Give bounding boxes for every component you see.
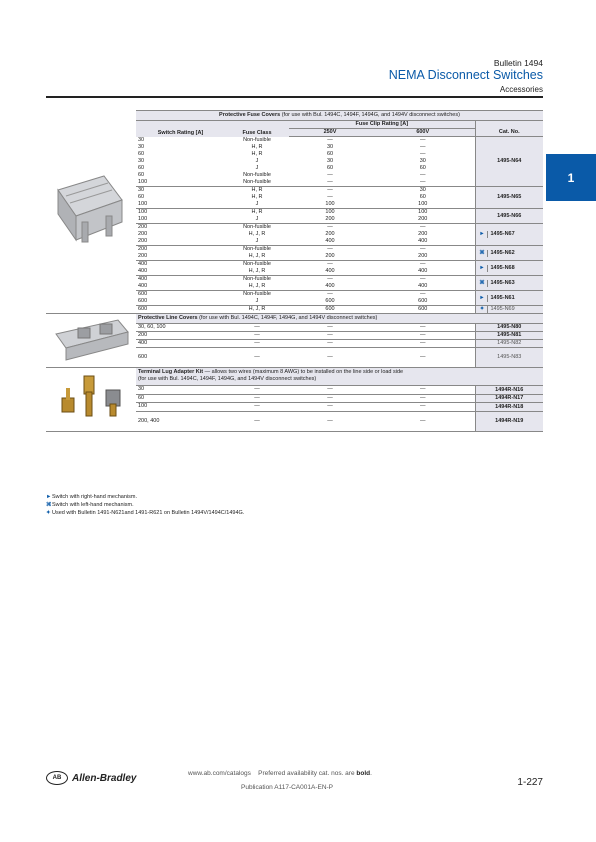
cell-line: — bbox=[420, 137, 426, 143]
footer-url-line: www.ab.com/catalogs Preferred availability cat. nos. are bold. bbox=[188, 770, 372, 777]
cell-rating bbox=[136, 276, 225, 291]
cell-rating: 200 bbox=[136, 332, 225, 340]
cell-lines bbox=[227, 306, 287, 313]
cell-lines bbox=[373, 261, 473, 275]
cell-line: 100 bbox=[138, 178, 148, 185]
cell-line: 100 bbox=[418, 201, 428, 207]
cell-cls bbox=[225, 276, 289, 291]
allen-bradley-logo bbox=[46, 771, 136, 785]
cell-line: H, J, R bbox=[248, 306, 266, 312]
cell-line: 400 bbox=[418, 268, 428, 274]
cell-lines bbox=[373, 187, 473, 208]
cell-line: 30 bbox=[326, 144, 334, 150]
footnote-symbol-icon: ⌘ bbox=[46, 502, 52, 508]
cat-no: 1495-N62 bbox=[490, 249, 515, 256]
col-cat-no: Cat. No. bbox=[475, 121, 543, 137]
col-fuse-clip-rating: Fuse Clip Rating [A] bbox=[289, 121, 475, 129]
cell-rating: 600 bbox=[136, 348, 225, 368]
cell-c1: — bbox=[225, 403, 289, 412]
cell-line: H, R bbox=[251, 143, 263, 150]
cell-c3: — bbox=[371, 332, 475, 340]
fuse-covers-heading: Protective Fuse Covers (for use with Bul. 1494C, 1494F, 1494G, and 1494V disconnect switches) bbox=[136, 111, 543, 121]
cat-no-cell: 1494R-N18 bbox=[475, 403, 543, 412]
cell-line: 100 bbox=[325, 209, 335, 215]
cell-rating: 30, 60, 100 bbox=[136, 324, 225, 332]
page-number: 1-227 bbox=[517, 777, 543, 788]
footnote bbox=[46, 493, 244, 501]
cell-line: 60 bbox=[138, 164, 145, 171]
lug-kit-heading: Terminal Lug Adapter Kit — allows two wires (maximum 8 AWG) to be installed on the line side or load side (for use with Bul. 1494C, 1494F, 1494G, and 1494V disconnect switches) bbox=[136, 368, 543, 386]
cat-no: 1495-N61 bbox=[490, 294, 515, 301]
cell-rating: 60 bbox=[136, 394, 225, 403]
mechanism-symbol-icon: ► bbox=[478, 295, 488, 302]
cell-line: — bbox=[327, 261, 333, 267]
lug-kit-image bbox=[48, 368, 134, 428]
cell-line: — bbox=[420, 179, 426, 185]
cat-no: 1495-N67 bbox=[490, 231, 515, 237]
cell-line: — bbox=[420, 172, 426, 178]
cell-line: 200 bbox=[418, 231, 428, 237]
cell-line: 200 bbox=[138, 224, 148, 230]
publication-number: Publication A117-CA001A-EN-P bbox=[241, 784, 334, 791]
cell-lines bbox=[227, 187, 287, 208]
cell-v250 bbox=[289, 261, 371, 276]
cell-line: Non-fusible bbox=[243, 224, 271, 230]
cat-no-cell: 1495-N81 bbox=[475, 332, 543, 340]
col-250v: 250V bbox=[289, 129, 371, 137]
cell-lines bbox=[138, 137, 223, 186]
cell-lines bbox=[291, 261, 369, 275]
cell-c3: — bbox=[371, 348, 475, 368]
cell-rating bbox=[136, 137, 225, 187]
cell-rating bbox=[136, 209, 225, 224]
cell-lines bbox=[291, 276, 369, 290]
cell-lines bbox=[138, 224, 223, 245]
cell-v600 bbox=[371, 137, 475, 187]
cell-line: 400 bbox=[418, 238, 428, 244]
cell-line: 600 bbox=[418, 306, 428, 312]
cell-line: — bbox=[327, 276, 333, 282]
cell-line: 30 bbox=[138, 143, 145, 150]
cell-line: 400 bbox=[325, 238, 335, 244]
cell-line: — bbox=[327, 172, 333, 178]
cell-line: — bbox=[420, 291, 426, 297]
line-cover-image-cell bbox=[46, 314, 136, 368]
cell-line: — bbox=[420, 276, 426, 282]
cell-c3: — bbox=[371, 324, 475, 332]
cell-lines bbox=[227, 276, 287, 290]
cell-lines bbox=[291, 306, 369, 313]
cell-line: 400 bbox=[138, 261, 148, 267]
mechanism-symbol-icon: ► bbox=[478, 231, 488, 238]
cell-v600 bbox=[371, 261, 475, 276]
cat-no-cell: 1494R-N19 bbox=[475, 412, 543, 432]
cell-line: — bbox=[420, 224, 426, 230]
cell-line: — bbox=[327, 246, 333, 252]
cell-rating: 30 bbox=[136, 386, 225, 395]
cell-line: 200 bbox=[138, 253, 148, 259]
cell-line: 100 bbox=[138, 201, 148, 207]
cell-line: 100 bbox=[138, 209, 148, 215]
cat-no: 1495-N65 bbox=[497, 194, 522, 200]
cell-rating bbox=[136, 224, 225, 246]
cell-line: Non-fusible bbox=[243, 246, 271, 252]
cell-line: 60 bbox=[419, 194, 426, 200]
cell-c1: — bbox=[225, 324, 289, 332]
cat-no-cell: 1495-N82 bbox=[475, 340, 543, 348]
cat-no-cell bbox=[475, 187, 543, 209]
cell-line: J bbox=[255, 298, 259, 304]
mechanism-symbol-icon: ⌘ bbox=[478, 250, 488, 257]
cell-rating bbox=[136, 246, 225, 261]
lug-kit-image-cell bbox=[46, 368, 136, 432]
mechanism-symbol-icon: ✦ bbox=[478, 306, 488, 313]
cell-line: Non-fusible bbox=[243, 261, 271, 267]
cell-v250 bbox=[289, 224, 371, 246]
cell-c1: — bbox=[225, 348, 289, 368]
cell-line: 200 bbox=[138, 238, 148, 244]
cat-no-cell bbox=[475, 246, 543, 261]
cell-lines bbox=[138, 291, 223, 305]
cell-line: 30 bbox=[138, 136, 145, 143]
cell-lines bbox=[227, 209, 287, 223]
cell-lines bbox=[373, 137, 473, 186]
cat-no-cell: 1494R-N17 bbox=[475, 394, 543, 403]
cell-lines bbox=[138, 209, 223, 223]
cell-line: 600 bbox=[325, 306, 335, 312]
cell-line: 30 bbox=[138, 157, 145, 164]
cat-no-cell bbox=[475, 261, 543, 276]
mechanism-symbol-icon: ► bbox=[478, 265, 488, 272]
cell-v250 bbox=[289, 276, 371, 291]
cell-line: — bbox=[420, 144, 426, 150]
cell-line: 30 bbox=[138, 187, 145, 193]
cell-line: — bbox=[327, 194, 333, 200]
cell-lines bbox=[291, 187, 369, 208]
cell-v600 bbox=[371, 291, 475, 306]
cell-v600 bbox=[371, 246, 475, 261]
cell-rating bbox=[136, 291, 225, 306]
cell-c1: — bbox=[225, 340, 289, 348]
fuse-cover-image bbox=[48, 170, 134, 250]
cell-line: — bbox=[327, 179, 333, 185]
cell-c3: — bbox=[371, 394, 475, 403]
cell-lines bbox=[373, 291, 473, 305]
cell-line: 600 bbox=[325, 298, 335, 304]
cell-cls bbox=[225, 246, 289, 261]
cell-line: 60 bbox=[138, 171, 145, 178]
cell-c2: — bbox=[289, 332, 371, 340]
cell-line: Non-fusible bbox=[243, 291, 271, 297]
cat-no-cell bbox=[475, 209, 543, 224]
cell-lines bbox=[373, 224, 473, 245]
cell-line: 200 bbox=[138, 231, 148, 237]
footnote-text: Switch with right-hand mechanism. bbox=[52, 494, 137, 500]
cell-cls bbox=[225, 261, 289, 276]
cell-rating: 200, 400 bbox=[136, 412, 225, 432]
cell-line: — bbox=[327, 291, 333, 297]
cell-line: 30 bbox=[326, 158, 334, 164]
cell-line: 30 bbox=[419, 187, 426, 193]
cell-c3: — bbox=[371, 412, 475, 432]
cell-cls bbox=[225, 291, 289, 306]
cell-line: 200 bbox=[325, 231, 335, 237]
cell-line: H, R bbox=[251, 194, 263, 200]
cat-no: 1495-N66 bbox=[497, 212, 522, 219]
cell-c1: — bbox=[225, 412, 289, 432]
cell-line: J bbox=[255, 164, 259, 171]
footnote bbox=[46, 509, 244, 517]
cell-rating bbox=[136, 261, 225, 276]
cell-c2: — bbox=[289, 403, 371, 412]
cell-line: 60 bbox=[419, 165, 426, 171]
cell-line: H, J, R bbox=[248, 268, 266, 274]
cell-cls bbox=[225, 306, 289, 314]
col-600v: 600V bbox=[371, 129, 475, 137]
bulletin-label: Bulletin 1494 bbox=[493, 58, 543, 68]
line-cover-image bbox=[48, 314, 134, 364]
footnote bbox=[46, 501, 244, 509]
cell-line: 60 bbox=[326, 165, 334, 171]
cell-line: H, R bbox=[251, 209, 263, 215]
cell-line: 200 bbox=[325, 216, 335, 222]
cell-v600 bbox=[371, 187, 475, 209]
cell-c1: — bbox=[225, 394, 289, 403]
brand-name: Allen-Bradley bbox=[72, 772, 137, 784]
cell-line: 60 bbox=[138, 150, 145, 157]
cell-rating: 400 bbox=[136, 340, 225, 348]
catalog-link[interactable]: www.ab.com/catalogs bbox=[188, 770, 251, 777]
cell-lines bbox=[373, 306, 473, 313]
cell-line: J bbox=[255, 238, 259, 244]
footnote-symbol-icon: ► bbox=[46, 494, 52, 500]
accessories-table-area bbox=[46, 110, 543, 432]
cell-line: — bbox=[420, 151, 426, 157]
cell-v600 bbox=[371, 306, 475, 314]
footnote-text: Switch with left-hand mechanism. bbox=[52, 502, 134, 508]
cell-c2: — bbox=[289, 412, 371, 432]
ab-logo-icon: AB bbox=[46, 771, 68, 785]
cat-no-cell: 1494R-N16 bbox=[475, 386, 543, 395]
cell-line: 200 bbox=[418, 216, 428, 222]
cell-line: 400 bbox=[325, 283, 335, 289]
cell-line: — bbox=[420, 261, 426, 267]
cell-line: 400 bbox=[325, 268, 335, 274]
cell-lines bbox=[227, 246, 287, 260]
cell-lines bbox=[138, 276, 223, 290]
cell-line: H, J, R bbox=[248, 231, 266, 237]
page-subtitle: Accessories bbox=[499, 85, 543, 94]
cell-line: 400 bbox=[138, 268, 148, 274]
cell-c3: — bbox=[371, 403, 475, 412]
cell-cls bbox=[225, 209, 289, 224]
cell-v250 bbox=[289, 246, 371, 261]
cell-cls bbox=[225, 224, 289, 246]
cell-v250 bbox=[289, 137, 371, 187]
cell-lines bbox=[138, 261, 223, 275]
cell-cls bbox=[225, 187, 289, 209]
cell-c2: — bbox=[289, 386, 371, 395]
cell-lines bbox=[138, 246, 223, 260]
section-tab[interactable]: 1 bbox=[546, 154, 596, 201]
cell-lines bbox=[291, 137, 369, 186]
cell-line: H, R bbox=[251, 150, 263, 157]
cell-line: 100 bbox=[325, 201, 335, 207]
cell-v250 bbox=[289, 187, 371, 209]
cell-line: 600 bbox=[138, 298, 148, 304]
cell-v600 bbox=[371, 209, 475, 224]
cell-lines bbox=[291, 224, 369, 245]
cell-line: Non-fusible bbox=[243, 178, 271, 185]
cat-no-cell: 1495-N83 bbox=[475, 348, 543, 368]
cell-line: — bbox=[420, 246, 426, 252]
cell-v250 bbox=[289, 291, 371, 306]
cell-c3: — bbox=[371, 340, 475, 348]
cell-line: 600 bbox=[138, 306, 148, 312]
cell-lines bbox=[373, 209, 473, 223]
cell-line: J bbox=[255, 201, 259, 207]
header-rule bbox=[46, 96, 543, 98]
cell-line: H, J, R bbox=[248, 283, 266, 289]
cat-no: 1495-N68 bbox=[490, 264, 515, 271]
cell-lines bbox=[373, 276, 473, 290]
cell-lines bbox=[291, 246, 369, 260]
cell-line: 60 bbox=[326, 151, 334, 157]
cell-line: 400 bbox=[138, 276, 148, 282]
cell-line: 600 bbox=[418, 298, 428, 304]
cell-c1: — bbox=[225, 332, 289, 340]
cat-no: 1495-N64 bbox=[497, 158, 522, 164]
cell-line: 600 bbox=[138, 291, 148, 297]
cell-lines bbox=[291, 209, 369, 223]
cell-v600 bbox=[371, 224, 475, 246]
cell-c2: — bbox=[289, 324, 371, 332]
page-title: NEMA Disconnect Switches bbox=[388, 68, 543, 82]
cell-lines bbox=[138, 187, 223, 208]
cell-line: 400 bbox=[138, 283, 148, 289]
col-switch-rating: Switch Rating [A] bbox=[136, 121, 225, 137]
cell-line: H, J, R bbox=[248, 253, 266, 259]
line-covers-heading: Protective Line Covers (for use with Bul. 1494C, 1494F, 1494G, and 1494V disconnect switches) bbox=[136, 314, 543, 324]
accessories-table bbox=[46, 110, 543, 432]
cat-no-cell bbox=[475, 224, 543, 246]
col-fuse-class: Fuse Class bbox=[225, 121, 289, 137]
cell-c1: — bbox=[225, 386, 289, 395]
cell-lines bbox=[227, 291, 287, 305]
cell-line: Non-fusible bbox=[243, 136, 271, 143]
cell-lines bbox=[138, 306, 223, 313]
cell-v250 bbox=[289, 306, 371, 314]
cell-line: J bbox=[255, 216, 259, 222]
cell-rating: 100 bbox=[136, 403, 225, 412]
fuse-cover-image-cell bbox=[46, 111, 136, 314]
footnote-text: Used with Bulletin 1491-N621and 1491-R621 on Bulletin 1494V/1494C/1494G. bbox=[52, 510, 245, 516]
cell-v600 bbox=[371, 276, 475, 291]
cell-line: 200 bbox=[418, 253, 428, 259]
cell-line: Non-fusible bbox=[243, 171, 271, 178]
cat-no-cell bbox=[475, 137, 543, 187]
cell-line: Non-fusible bbox=[243, 276, 271, 282]
cat-no-cell bbox=[475, 291, 543, 306]
cell-lines bbox=[227, 261, 287, 275]
cell-cls bbox=[225, 137, 289, 187]
cell-line: 30 bbox=[419, 158, 426, 164]
cat-no-cell bbox=[475, 306, 543, 314]
cell-v250 bbox=[289, 209, 371, 224]
cat-no-cell bbox=[475, 276, 543, 291]
cell-lines bbox=[227, 137, 287, 186]
cat-no-cell: 1495-N80 bbox=[475, 324, 543, 332]
cell-line: — bbox=[327, 187, 333, 193]
cell-line: H, R bbox=[251, 187, 263, 193]
cat-no: 1495-N69 bbox=[490, 306, 515, 312]
cell-c3: — bbox=[371, 386, 475, 395]
footnote-symbol-icon: ✦ bbox=[46, 510, 51, 516]
cell-line: 100 bbox=[418, 209, 428, 215]
cell-rating bbox=[136, 187, 225, 209]
cell-c2: — bbox=[289, 348, 371, 368]
cell-line: J bbox=[255, 157, 259, 164]
cell-rating bbox=[136, 306, 225, 314]
cell-line: 100 bbox=[138, 216, 148, 222]
cell-c2: — bbox=[289, 340, 371, 348]
cell-line: 200 bbox=[138, 246, 148, 252]
cell-lines bbox=[373, 246, 473, 260]
footnotes bbox=[46, 493, 244, 517]
cell-lines bbox=[291, 291, 369, 305]
cell-c2: — bbox=[289, 394, 371, 403]
cat-no: 1495-N63 bbox=[490, 279, 515, 286]
cell-line: — bbox=[327, 224, 333, 230]
cell-line: 200 bbox=[325, 253, 335, 259]
cell-lines bbox=[227, 224, 287, 245]
mechanism-symbol-icon: ⌘ bbox=[478, 280, 488, 287]
cell-line: 60 bbox=[138, 194, 145, 200]
cell-line: 400 bbox=[418, 283, 428, 289]
cell-line: — bbox=[327, 137, 333, 143]
